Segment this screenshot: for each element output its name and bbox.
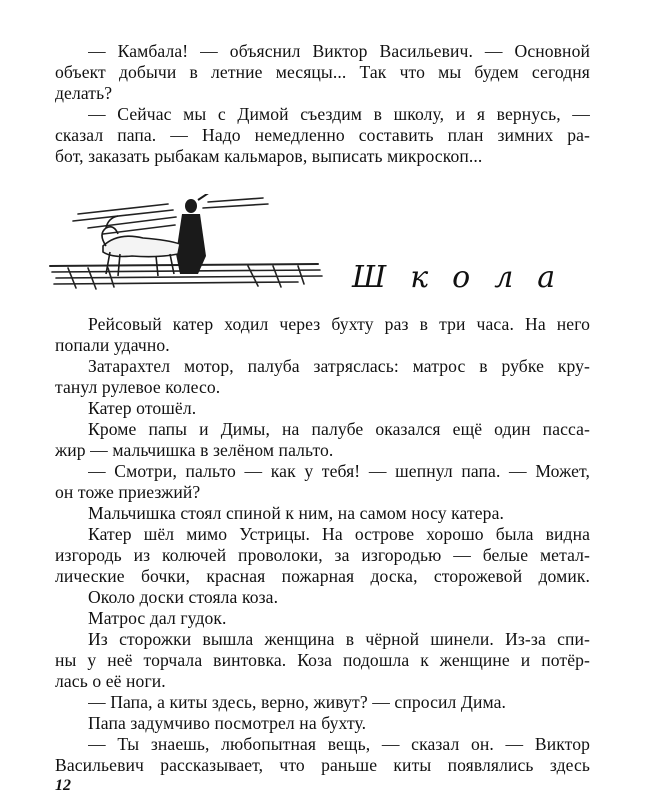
text-line: делать? — [55, 83, 113, 103]
chapter-illustration — [48, 194, 323, 294]
text-line: изгородь из колючей проволоки, за изгородью — белые метал- — [55, 545, 590, 565]
text-line: он тоже приезжий? — [55, 482, 201, 502]
text-line: — Папа, а киты здесь, верно, живут? — спросил Дима. — [88, 692, 507, 712]
text-line: Мальчишка стоял спиной к ним, на самом носу катера. — [88, 503, 504, 523]
text-line: Папа задумчиво посмотрел на бухту. — [88, 713, 367, 733]
text-line: лась о её ноги. — [55, 671, 166, 691]
page-number: 12 — [55, 777, 71, 794]
text-line: — Сейчас мы с Димой съездим в школу, и я вернусь, — — [88, 104, 590, 124]
text-line: Катер отошёл. — [88, 398, 197, 418]
text-line: жир — мальчишка в зелёном пальто. — [55, 440, 334, 460]
text-line: Рейсовый катер ходил через бухту раз в три часа. На него — [88, 314, 590, 334]
text-line: бот, заказать рыбакам кальмаров, выписать микроскоп... — [55, 146, 483, 166]
text-line: Катер шёл мимо Устрицы. На острове хорошо была видна — [88, 524, 590, 544]
text-line: — Ты знаешь, любопытная вещь, — сказал он. — Виктор — [88, 734, 590, 754]
text-line: Матрос дал гудок. — [88, 608, 227, 628]
text-line: объект добычи в летние месяцы... Так что мы будем сегодня — [55, 62, 590, 82]
text-line: Около доски стояла коза. — [88, 587, 279, 607]
text-line: попали удачно. — [55, 335, 170, 355]
text-line: сказал папа. — Надо немедленно составить план зимних ра- — [55, 125, 590, 145]
text-line: Васильевич рассказывает, что раньше киты появлялись здесь — [55, 755, 590, 775]
text-line: ны у неё торчала винтовка. Коза подошла к женщине и потёр- — [55, 650, 590, 670]
text-line: танул рулевое колесо. — [55, 377, 221, 397]
text-line: лические бочки, красная пожарная доска, сторожевой домик. — [55, 566, 590, 586]
text-line: Затарахтел мотор, палуба затряслась: матрос в рубке кру- — [88, 356, 590, 376]
text-line: — Камбала! — объяснил Виктор Васильевич. — Основной — [88, 41, 590, 61]
text-line: — Смотри, пальто — как у тебя! — шепнул папа. — Может, — [88, 461, 590, 481]
text-line: Кроме папы и Димы, на палубе оказался ещё один пасса- — [88, 419, 590, 439]
chapter-title: Школа — [352, 260, 580, 295]
text-line: Из сторожки вышла женщина в чёрной шинели. Из-за спи- — [88, 629, 590, 649]
